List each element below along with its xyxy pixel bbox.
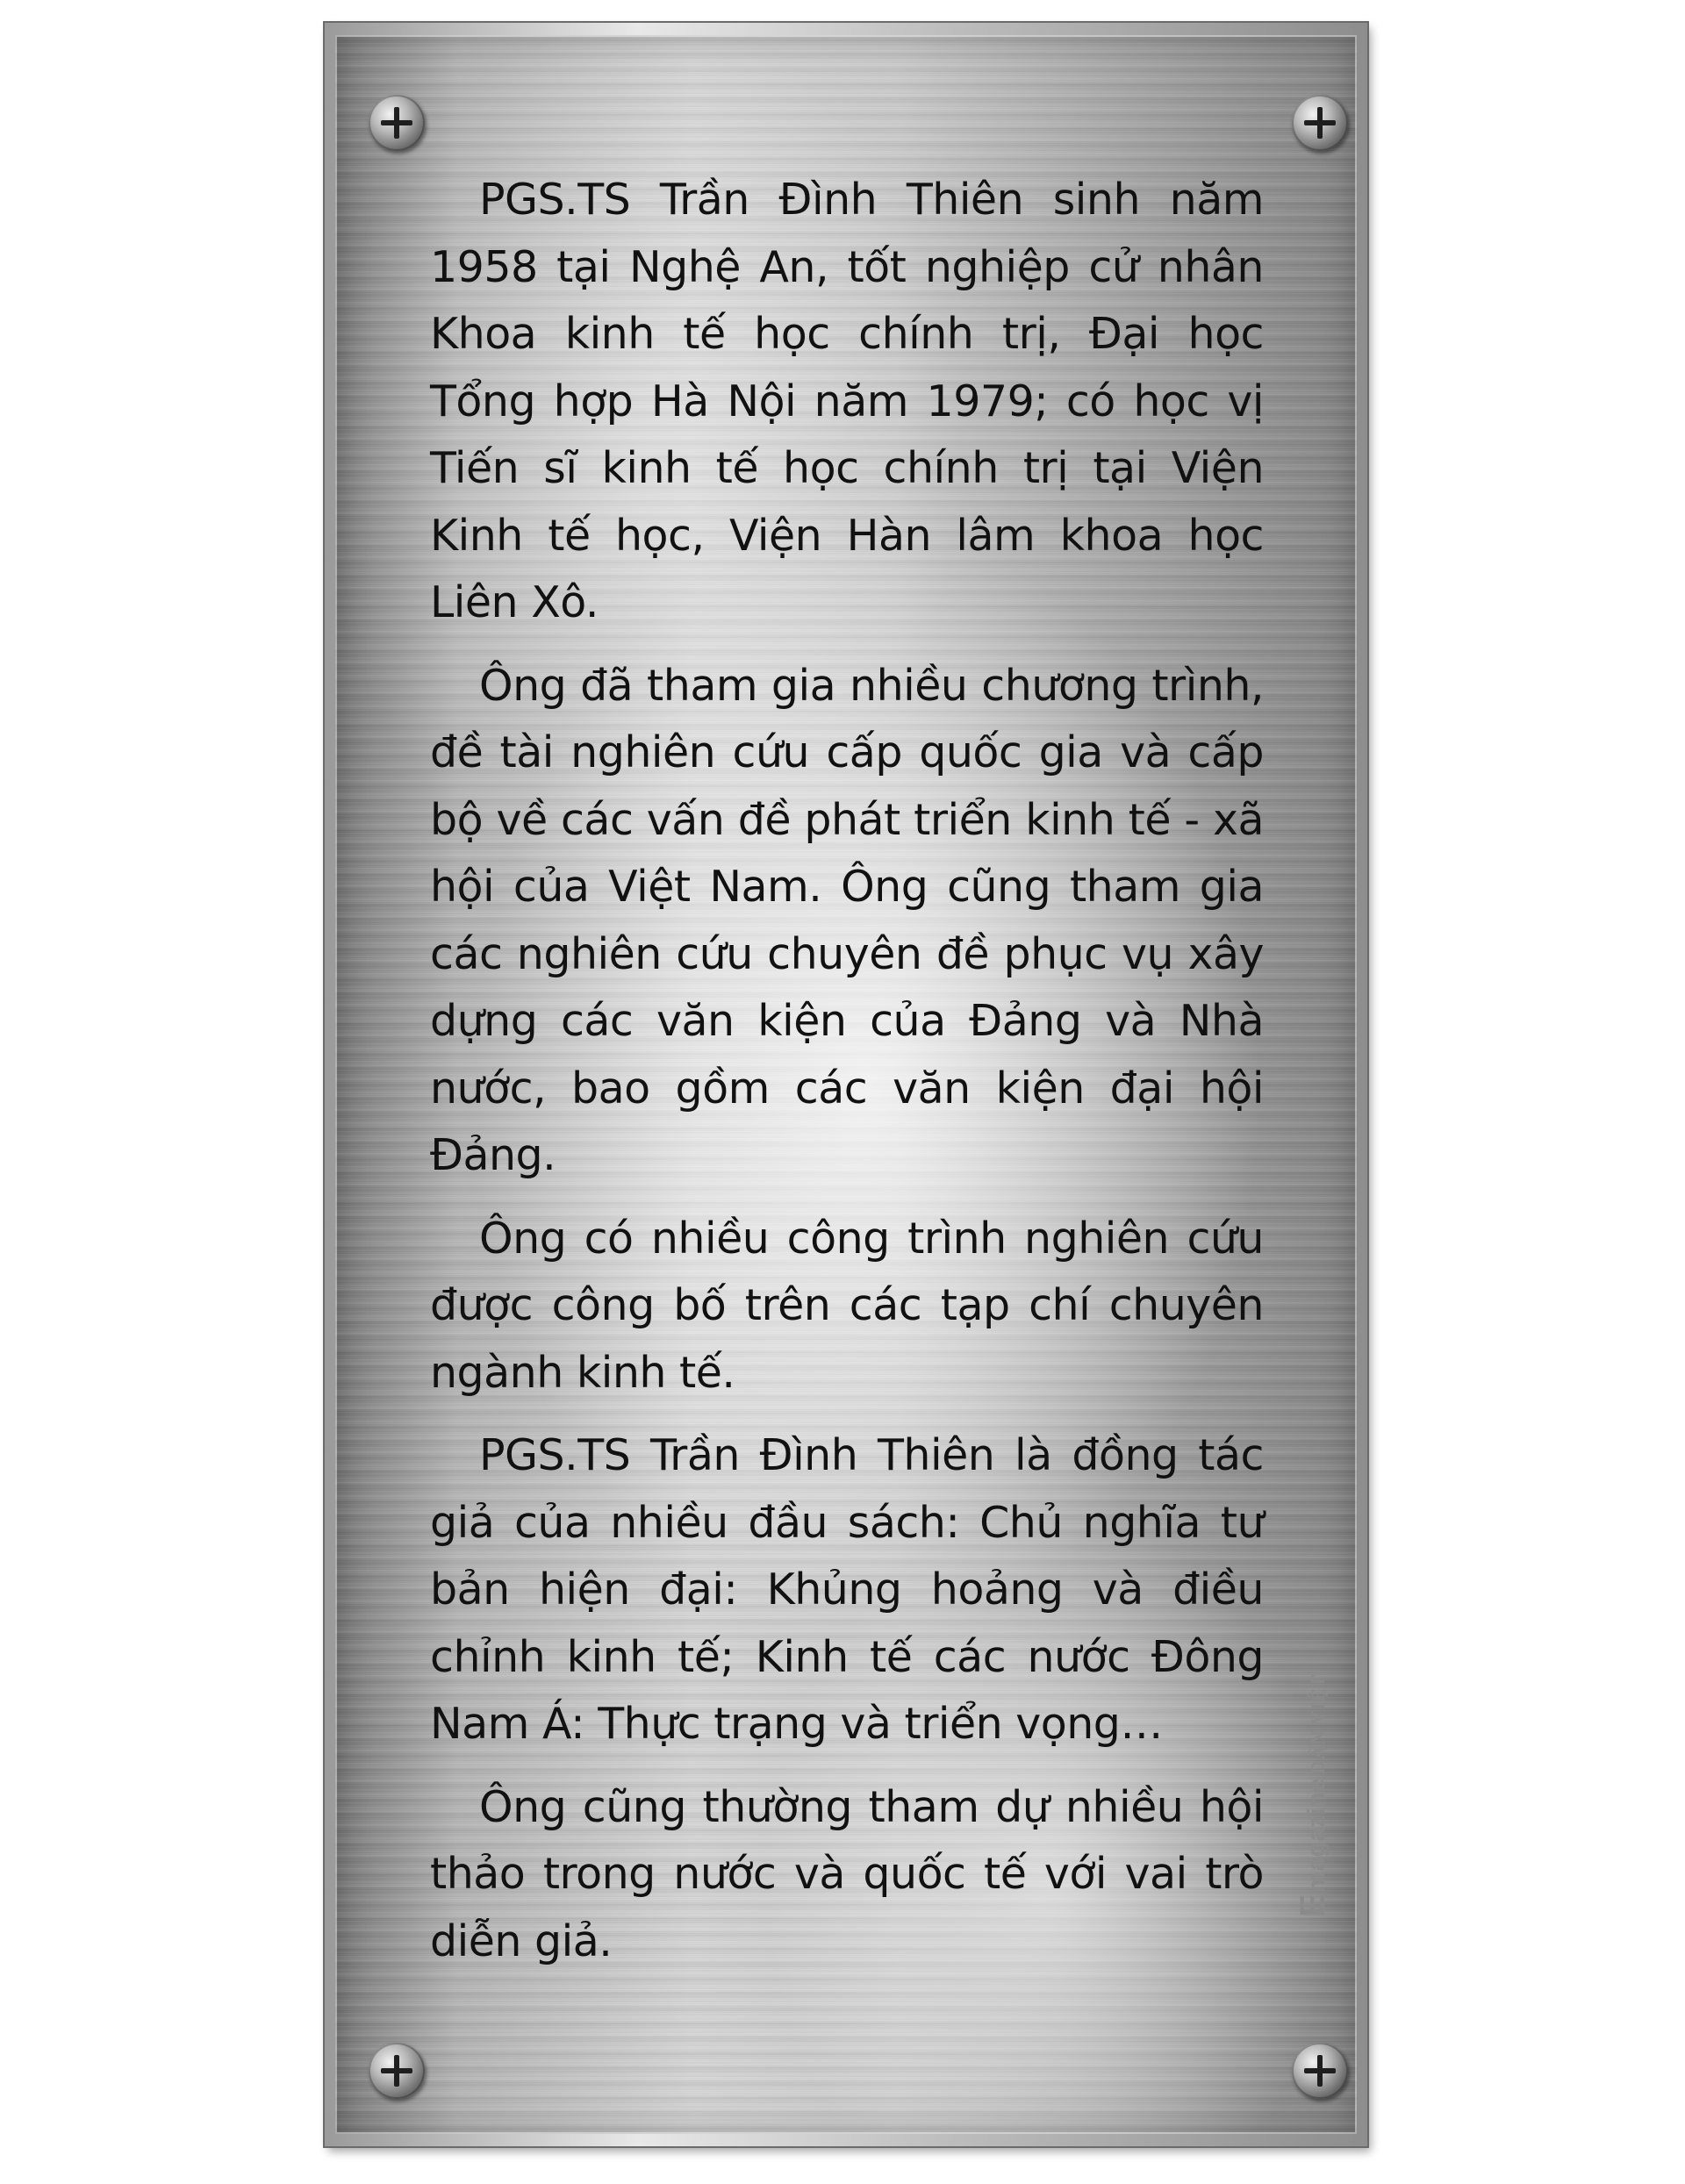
watermark-brand: DÂN VIỆT [1307,1673,1329,1775]
screw-icon [1292,2043,1348,2099]
emagazine-watermark [1294,1674,1333,1917]
watermark-prefix: E [1294,1893,1332,1917]
screw-icon [369,2043,425,2099]
bio-paragraph-5: Ông cũng thường tham dự nhiều hội thảo trong nước và quốc tế với vai trò diễn giả. [430,1781,1264,1966]
bio-paragraph-3: Ông có nhiều công trình nghiên cứu được công bố trên các tạp chí chuyên ngành kinh tế. [430,1213,1264,1398]
bio-paragraph-2: Ông đã tham gia nhiều chương trình, đề tài nghiên cứu cấp quốc gia và cấp bộ về các vấn đề phát triển kinh tế - xã hội của Việt Nam. Ông cũng tham gia các nghiên cứu chuyên đề phục vụ xây dựng các văn kiện của Đảng và Nhà nước, bao gồm các văn kiện đại hội Đảng. [430,660,1264,1180]
bio-paragraph-1: PGS.TS Trần Đình Thiên sinh năm 1958 tại Nghệ An, tốt nghiệp cử nhân Khoa kinh tế học chính trị, Đại học Tổng hợp Hà Nội năm 1979; có học vị Tiến sĩ kinh tế học chính trị tại Viện Kinh tế học, Viện Hàn lâm khoa học Liên Xô. [430,175,1264,627]
screw-icon [369,95,425,151]
screw-icon [1292,95,1348,151]
bio-paragraph-4: PGS.TS Trần Đình Thiên là đồng tác giả của nhiều đầu sách: Chủ nghĩa tư bản hiện đại: Khủng hoảng và điều chỉnh kinh tế; Kinh tế các nước Đông Nam Á: Thực trạng và triển vọng… [430,1430,1264,1749]
metal-plaque-frame [325,23,1367,2146]
biography-text [430,167,1264,1991]
watermark-word: magazine [1302,1778,1330,1894]
brushed-metal-plaque [335,35,1357,2134]
